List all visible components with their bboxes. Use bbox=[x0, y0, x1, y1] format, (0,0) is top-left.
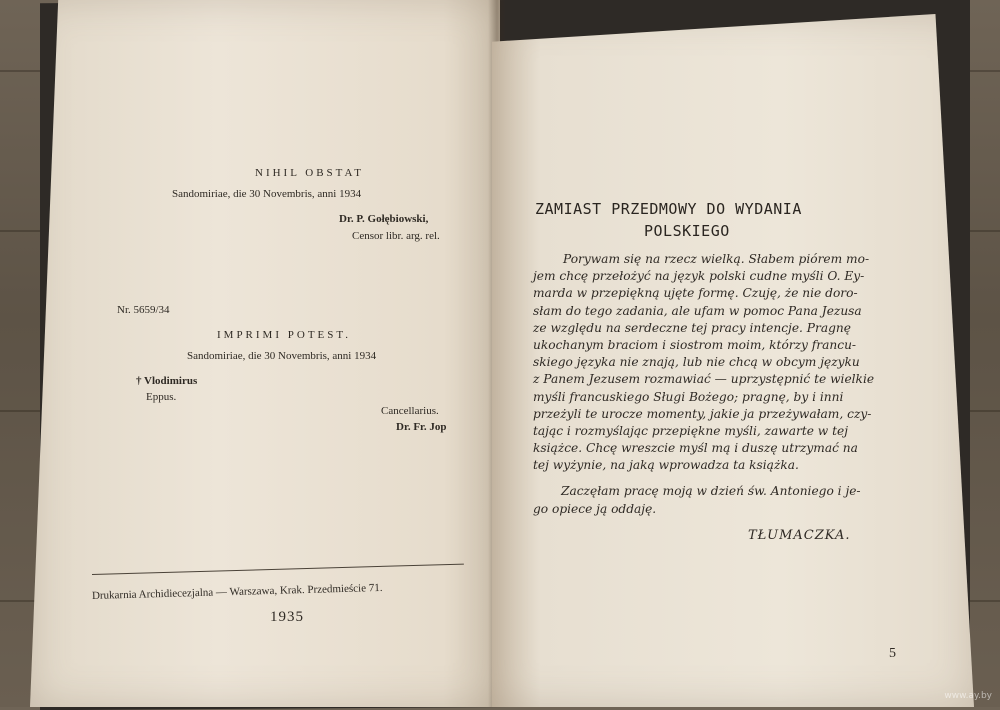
cancellarius-label: Cancellarius. bbox=[381, 405, 439, 417]
preface-line: przeżyli te urocze momenty, jakie ja przeżywałam, czy- bbox=[533, 406, 872, 421]
preface-line: jem chcę przełożyć na język polski cudne myśli O. Ey- bbox=[533, 269, 865, 284]
preface-line: słam do tego zadania, ale ufam w pomoc Pana Jezusa bbox=[533, 303, 862, 318]
watermark: www.ay.by bbox=[944, 691, 992, 701]
preface-line: ze względu na serdeczne tej pracy intencje. Pragnę bbox=[533, 320, 851, 335]
publication-year: 1935 bbox=[270, 609, 304, 625]
censor-name: Dr. P. Gołębiowski, bbox=[339, 213, 429, 225]
preface-line: myśli francuskiego Sługi Bożego; pragnę, by i inni bbox=[533, 389, 844, 404]
preface-line: książce. Chcę wreszcie myśl mą i duszę utrzymać na bbox=[533, 441, 858, 456]
preface-heading-line1: ZAMIAST PRZEDMOWY DO WYDANIA bbox=[535, 200, 802, 218]
preface-line: tając i rozmyślając przepiękne myśli, zawarte w tej bbox=[533, 424, 848, 438]
censor-title: Censor libr. arg. rel. bbox=[352, 230, 440, 242]
preface-line: skiego języka nie znają, lub nie chcą w obcym języku bbox=[533, 355, 860, 370]
registry-number: Nr. 5659/34 bbox=[117, 304, 170, 316]
nihil-date: Sandomiriae, die 30 Novembris, anni 1934 bbox=[172, 188, 362, 200]
preface-line: ukochanym braciom i siostrom moim, którzy francu- bbox=[533, 338, 857, 352]
nihil-obstat: NIHIL OBSTAT bbox=[255, 167, 364, 179]
imprimi-potest: IMPRIMI POTEST. bbox=[217, 329, 352, 341]
preface-line: marda w przepiękną ujęte formę. Czuję, że nie doro- bbox=[533, 286, 858, 301]
preface-line: z Panem Jezusem rozmawiać — uprzystępnić te wielkie bbox=[533, 372, 875, 387]
printer-line: Drukarnia Archidiecezjalna — Warszawa, Krak. Przedmieście 71. bbox=[91, 581, 383, 602]
preface-line: Porywam się na rzecz wielką. Słabem piórem mo- bbox=[563, 252, 870, 266]
preface-heading-line2: POLSKIEGO bbox=[644, 222, 730, 240]
imprimi-date: Sandomiriae, die 30 Novembris, anni 1934 bbox=[187, 350, 377, 362]
preface-line: go opiece ją oddaję. bbox=[533, 501, 657, 516]
preface-line: Zaczęłam pracę moją w dzień św. Antoniego i je- bbox=[561, 484, 861, 499]
signature: TŁUMACZKA. bbox=[748, 528, 851, 543]
page-number: 5 bbox=[889, 646, 896, 661]
preface-line: tej wyżynie, na jaką wprowadza ta książka. bbox=[533, 458, 799, 473]
bishop-title: Eppus. bbox=[146, 391, 177, 403]
cancellarius-name: Dr. Fr. Jop bbox=[396, 421, 447, 433]
bishop-name: † Vlodimirus bbox=[136, 375, 198, 387]
